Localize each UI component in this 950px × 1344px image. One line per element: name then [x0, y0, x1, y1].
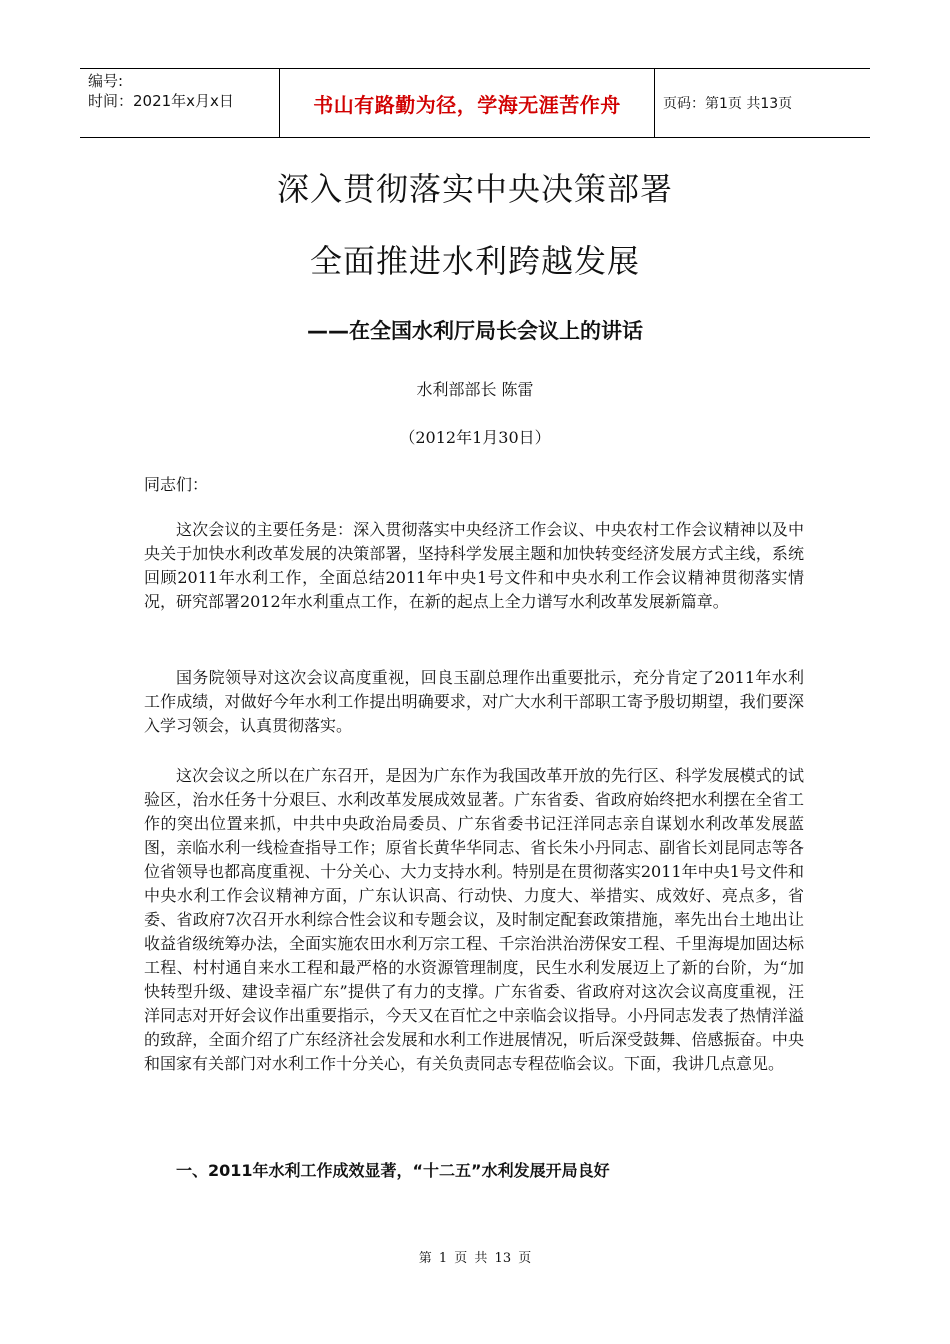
document-time-label: 时间：2021年x月x日 [88, 92, 234, 110]
header-page-code [655, 69, 870, 137]
subtitle: ——在全国水利厅局长会议上的讲话 [307, 319, 643, 343]
title-line-1: 深入贯彻落实中央决策部署 [276, 170, 673, 208]
paragraph-3: 这次会议之所以在广东召开，是因为广东作为我国改革开放的先行区、科学发展模式的试验区，治水任务十分艰巨、水利改革发展成效显著。广东省委、省政府始终把水利摆在全省工作的突出位置来抓，中共中央政治局委员、广东省委书记汪洋同志亲自谋划水利改革发展蓝图，亲临水利一线检查指导工作；原省长黄华华同志、省长朱小丹同志、副省长刘昆同志等各位省领导也都高度重视、十分关心、大力支持水利。特别是在贯彻落实2011年中央1号文件和中央水利工作会议精神方面，广东认识高、行动快、力度大、举措实、成效好、亮点多，省委、省政府7次召开水利综合性会议和专题会议，及时制定配套政策措施，率先出台土地出让收益省级统筹办法，全面实施农田水利万宗工程、千宗治洪治涝保安工程、千里海堤加固达标工程、村村通自来水工程和最严格的水资源管理制度，民生水利发展迈上了新的台阶，为“加快转型升级、建设幸福广东”提供了有力的支撑。广东省委、省政府对这次会议高度重视，汪洋同志对开好会议作出重要指示，今天又在百忙之中亲临会议指导。小丹同志发表了热情洋溢的致辞，全面介绍了广东经济社会发展和水利工作进展情况，听后深受鼓舞、倍感振奋。中央和国家有关部门对水利工作十分关心，有关负责同志专程莅临会议。下面，我讲几点意见。 [144, 766, 804, 1073]
author-line: 水利部部长 陈雷 [416, 380, 534, 399]
paragraph-2: 国务院领导对这次会议高度重视，回良玉副总理作出重要批示，充分肯定了2011年水利工作成绩，对做好今年水利工作提出明确要求，对广大水利干部职工寄予殷切期望，我们要深入学习领会，认真贯彻落实。 [144, 668, 804, 735]
paragraph-1: 这次会议的主要任务是：深入贯彻落实中央经济工作会议、中央农村工作会议精神以及中央关于加快水利改革发展的决策部署，坚持科学发展主题和加快转变经济发展方式主线，系统回顾2011年水利工作，全面总结2011年中央1号文件和中央水利工作会议精神贯彻落实情况，研究部署2012年水利重点工作，在新的起点上全力谱写水利改革发展新篇章。 [144, 520, 804, 611]
page-footer: 第 1 页 共 13 页 [418, 1251, 532, 1266]
document-header [80, 68, 870, 138]
section-heading-1: 一、2011年水利工作成效显著，“十二五”水利发展开局良好 [176, 1161, 610, 1180]
header-motto-cell [280, 69, 655, 137]
page-code-text: 页码：第1页 共13页 [663, 96, 793, 112]
salutation: 同志们： [144, 475, 209, 494]
header-meta [80, 69, 280, 137]
document-number-label: 编号: [88, 72, 124, 90]
header-motto: 书山有路勤为径，学海无涯苦作舟 [313, 92, 621, 117]
date-line: （2012年1月30日） [399, 428, 551, 447]
title-line-2: 全面推进水利跨越发展 [309, 242, 640, 280]
